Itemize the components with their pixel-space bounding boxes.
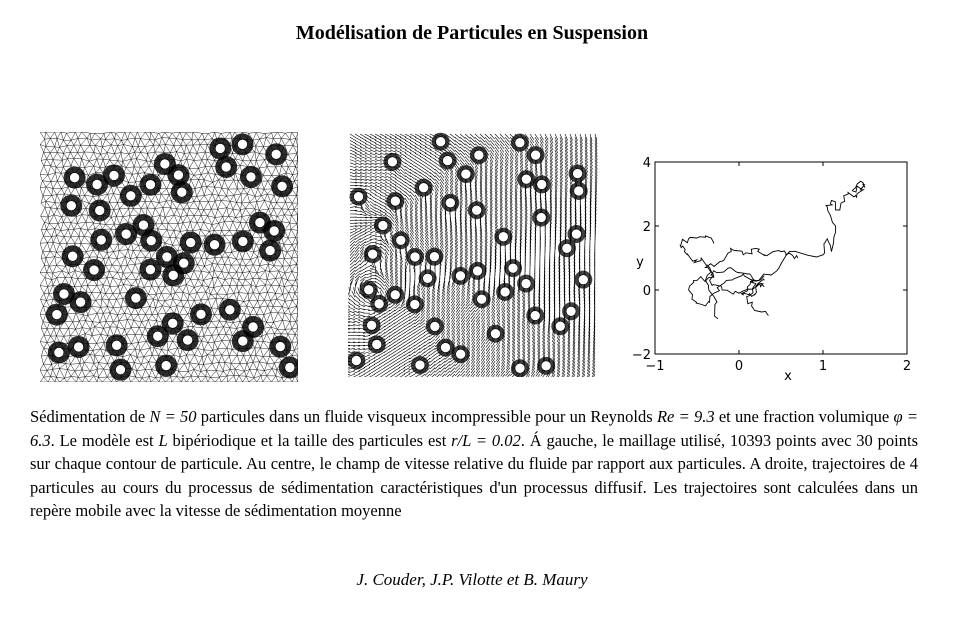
particle (153, 331, 163, 341)
particle (477, 294, 487, 304)
particle (472, 205, 482, 215)
particle (109, 170, 119, 180)
particle (387, 157, 397, 167)
mesh-figure (40, 132, 298, 382)
particle (410, 299, 420, 309)
particle (277, 181, 287, 191)
y-tick-label: 2 (642, 220, 651, 235)
particle (112, 340, 122, 350)
particle (536, 213, 546, 223)
particle (173, 170, 183, 180)
caption-math: Re = 9.3 (656, 407, 715, 426)
particle (255, 218, 265, 228)
particle (445, 198, 455, 208)
particle (354, 192, 364, 202)
particle (500, 287, 510, 297)
particle (126, 191, 136, 201)
particle (168, 270, 178, 280)
y-tick-label: 0 (642, 284, 651, 299)
particle (76, 297, 86, 307)
particle (571, 229, 581, 239)
particle (436, 137, 446, 147)
x-tick-label: 1 (818, 359, 828, 374)
page-title: Modélisation de Particules en Suspension (295, 22, 649, 44)
particle (68, 251, 78, 261)
particle (455, 271, 465, 281)
particle (521, 279, 531, 289)
particle (271, 149, 281, 159)
x-tick-label: 2 (902, 359, 912, 374)
trajectory-chart (630, 152, 920, 384)
particle (461, 169, 471, 179)
particle (390, 290, 400, 300)
particle (248, 322, 258, 332)
x-tick-label: −1 (645, 359, 665, 374)
particle (351, 356, 361, 366)
caption-text: . Le modèle est (50, 430, 159, 450)
caption-text: particules dans un fluide visqueux incompressible pour un Reynolds (196, 407, 657, 426)
caption-math: r/L = 0.02 (451, 430, 521, 450)
particle (177, 187, 187, 197)
x-tick-label: 0 (734, 359, 744, 374)
caption-math: N = 50 (149, 407, 197, 426)
particle (429, 252, 439, 262)
particle (221, 162, 231, 172)
particle (237, 139, 247, 149)
particle (574, 186, 584, 196)
particle (59, 289, 69, 299)
particle (54, 348, 64, 358)
particle (474, 150, 484, 160)
particle (225, 305, 235, 315)
particle (573, 169, 583, 179)
particle (566, 306, 576, 316)
particle (215, 143, 225, 153)
particle (515, 138, 525, 148)
particle (498, 232, 508, 242)
particle (70, 173, 80, 183)
particle (490, 329, 500, 339)
particle (186, 238, 196, 248)
particle (238, 336, 248, 346)
particle (537, 179, 547, 189)
authors-line: J. Couder, J.P. Vilotte et B. Maury (356, 570, 588, 589)
x-axis-label: x (784, 369, 792, 384)
particle (161, 361, 171, 371)
plot-frame (655, 162, 907, 354)
particle (96, 235, 106, 245)
particle (66, 201, 76, 211)
particle (410, 252, 420, 262)
particle (364, 285, 374, 295)
particle (121, 229, 131, 239)
particle (285, 363, 295, 373)
particle (521, 174, 531, 184)
particle (578, 275, 588, 285)
particle (441, 343, 451, 353)
particle (372, 339, 382, 349)
particle (275, 342, 285, 352)
particle (368, 249, 378, 259)
particle (367, 320, 377, 330)
particle (92, 179, 102, 189)
particle (541, 361, 551, 371)
caption-text: et une fraction volumique (714, 407, 894, 426)
particle (95, 205, 105, 215)
caption-math: L (158, 430, 168, 450)
particle (210, 240, 220, 250)
particle (555, 321, 565, 331)
particle (396, 235, 406, 245)
particle (146, 236, 156, 246)
particle (145, 265, 155, 275)
velocity-halos (348, 133, 592, 377)
particle (508, 263, 518, 273)
caption-text: bipériodique et la taille des particules est (167, 430, 452, 450)
particle (183, 335, 193, 345)
particle (265, 246, 275, 256)
particle (531, 150, 541, 160)
particle (515, 363, 525, 373)
particle (378, 220, 388, 230)
y-axis-label: y (636, 255, 644, 270)
particle (374, 299, 384, 309)
particle (74, 342, 84, 352)
particle (419, 183, 429, 193)
particle (196, 309, 206, 319)
particle (415, 360, 425, 370)
particle (430, 321, 440, 331)
particle (246, 172, 256, 182)
particle (115, 365, 125, 375)
particle (390, 196, 400, 206)
particle (269, 226, 279, 236)
particle (472, 266, 482, 276)
y-tick-label: −2 (631, 348, 651, 363)
particle (238, 236, 248, 246)
particle (423, 273, 433, 283)
caption-text: Sédimentation de (30, 407, 150, 426)
particle (530, 311, 540, 321)
y-tick-label: 4 (642, 156, 651, 171)
particle (89, 265, 99, 275)
particle (52, 310, 62, 320)
particle (145, 180, 155, 190)
particle (138, 220, 148, 230)
particle (160, 159, 170, 169)
velocity-field-figure (348, 132, 598, 377)
particle (443, 156, 453, 166)
figure-caption (30, 405, 918, 523)
particle (179, 258, 189, 268)
particle (456, 349, 466, 359)
caption-math: φ = 6.3 (30, 407, 918, 450)
particle (168, 318, 178, 328)
particle (162, 252, 172, 262)
particle (562, 243, 572, 253)
caption-text: . Á gauche, le maillage utilisé, 10393 points avec 30 points sur chaque contour de particule. Au centre, le champ de vitesse relative du fluide par rapport aux particules. A droite, trajectoires de 4 particules au cours du processus de sédimentation caractéristiques d'un processus diffusif. Les trajectoires sont calculées dans un repère mobile avec la vitesse de sédimentation moyenne (30, 430, 918, 520)
particle (131, 293, 141, 303)
